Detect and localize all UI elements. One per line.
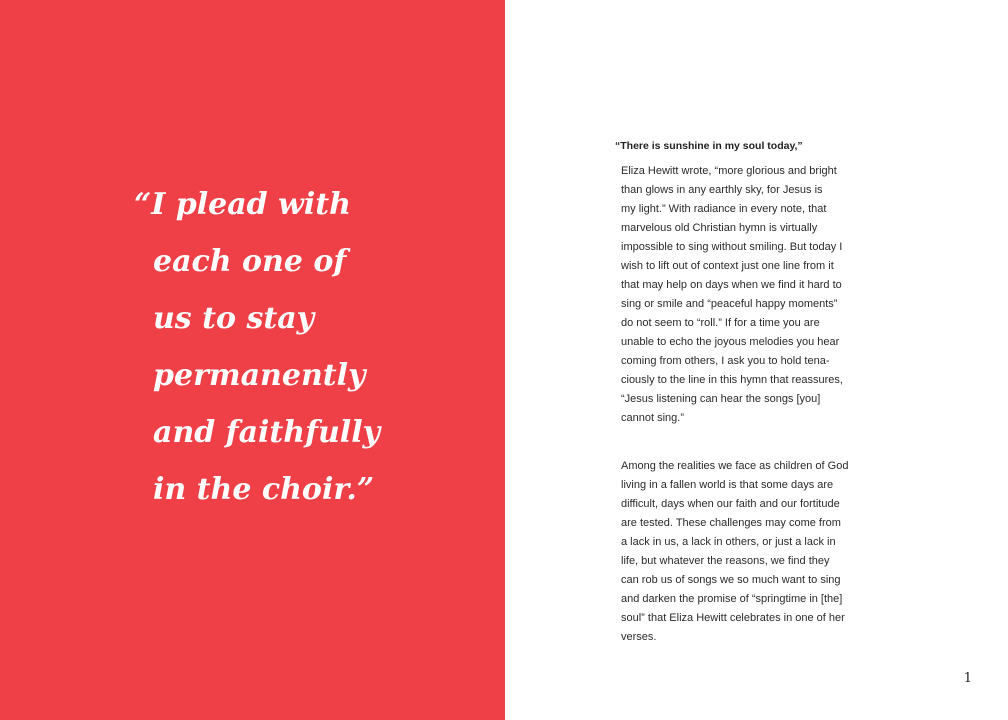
body-paragraph-2 — [621, 457, 848, 647]
text-page — [505, 0, 1008, 720]
pull-quote-line: permanently — [153, 358, 366, 393]
section-heading: “There is sunshine in my soul today,” — [615, 140, 803, 152]
text-line: than glows in any earthly sky, for Jesus is — [621, 184, 823, 196]
text-line: impossible to sing without smiling. But today I — [621, 241, 843, 253]
text-line: do not seem to “roll.” If for a time you are — [621, 317, 820, 329]
text-line: coming from others, I ask you to hold tena- — [621, 355, 830, 367]
pull-quote — [134, 176, 380, 518]
text-line: a lack in us, a lack in others, or just a lack in — [621, 536, 836, 548]
body-paragraph-1 — [621, 162, 843, 428]
text-line: marvelous old Christian hymn is virtually — [621, 222, 818, 234]
text-line: living in a fallen world is that some days are — [621, 479, 834, 491]
page-number: 1 — [963, 671, 972, 686]
text-line: soul” that Eliza Hewitt celebrates in one of her — [621, 612, 845, 624]
text-line: can rob us of songs we so much want to sing — [621, 574, 841, 586]
text-line: and darken the promise of “springtime in [the] — [621, 593, 843, 605]
text-line: that may help on days when we find it hard to — [621, 279, 842, 291]
text-line: are tested. These challenges may come from — [621, 517, 841, 529]
text-line: difficult, days when our faith and our fortitude — [621, 498, 840, 510]
pull-quote-line: and faithfully — [153, 415, 381, 450]
text-line: wish to lift out of context just one line from it — [621, 260, 834, 272]
text-line: “Jesus listening can hear the songs [you] — [621, 393, 821, 405]
pull-quote-line: us to stay — [153, 301, 315, 336]
text-line: my light.” With radiance in every note, that — [621, 203, 827, 215]
text-line: cannot sing.” — [621, 412, 684, 424]
pull-quote-line: “I plead with — [134, 187, 351, 222]
text-line: ciously to the line in this hymn that reassures, — [621, 374, 843, 386]
text-line: life, but whatever the reasons, we find they — [621, 555, 830, 567]
text-line: Among the realities we face as children of God — [621, 460, 849, 472]
pull-quote-line: in the choir.” — [153, 472, 375, 507]
text-line: sing or smile and “peaceful happy moments” — [621, 298, 838, 310]
text-line: verses. — [621, 631, 657, 643]
text-line: unable to echo the joyous melodies you hear — [621, 336, 840, 348]
pull-quote-line: each one of — [153, 244, 347, 279]
text-line: Eliza Hewitt wrote, “more glorious and bright — [621, 165, 837, 177]
